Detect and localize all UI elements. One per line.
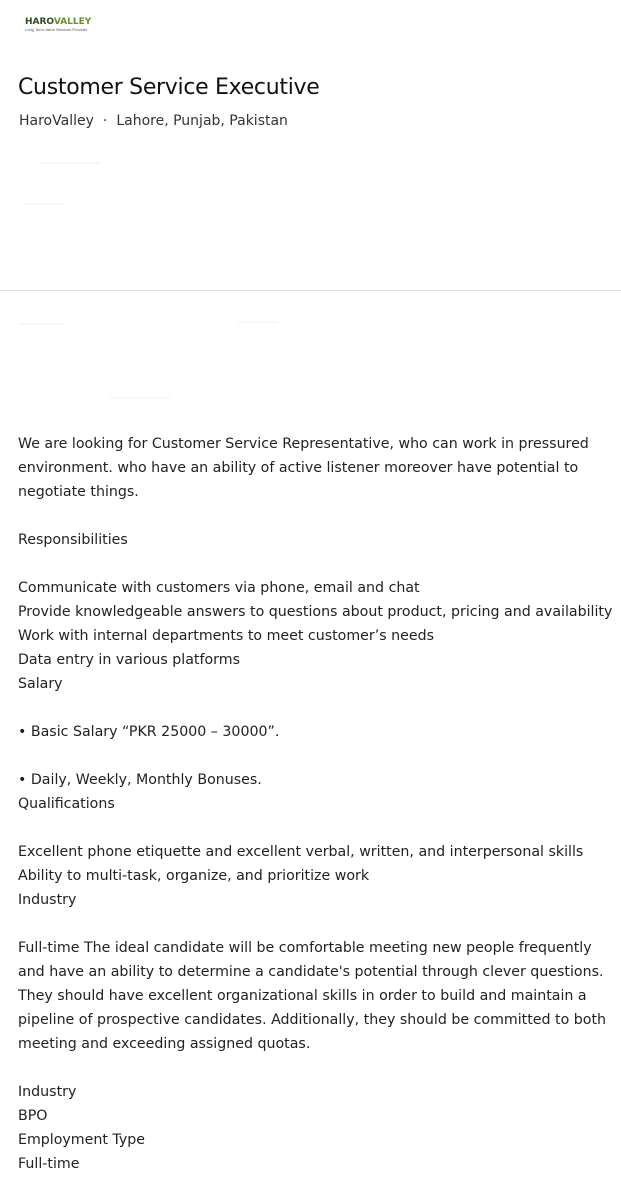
salary-bonus: • Daily, Weekly, Monthly Bonuses. <box>18 772 262 788</box>
employment-type-label: Employment Type <box>18 1132 146 1148</box>
company-name: HaroValley <box>19 113 94 129</box>
responsibilities-heading: Responsibilities <box>18 532 128 548</box>
industry-value: BPO <box>18 1108 48 1124</box>
ideal-candidate-paragraph: Full-time The ideal candidate will be comfortable meeting new people frequently and have an ability to determine a candidate's potential through clever questions. They should have excellent organizational skills in order to build and maintain a pipeline of prospective candidates. Additionally, they should be committed to both meeting and exceeding assigned quotas. <box>18 940 607 1052</box>
skeleton-line <box>238 321 278 323</box>
salary-heading: Salary <box>18 676 63 692</box>
logo-name-part2: VALLEY <box>53 17 92 27</box>
salary-basic: • Basic Salary “PKR 25000 – 30000”. <box>18 724 280 740</box>
responsibility-item: Communicate with customers via phone, email and chat <box>18 580 420 596</box>
responsibility-item: Work with internal departments to meet customer’s needs <box>18 628 434 644</box>
section-divider <box>0 290 621 291</box>
logo-name-part1: HARO <box>25 17 54 27</box>
company-logo <box>25 17 95 33</box>
job-location: Lahore, Punjab, Pakistan <box>116 113 288 129</box>
skeleton-line <box>20 323 65 325</box>
industry-label: Industry <box>18 1084 77 1100</box>
qualifications-heading: Qualifications <box>18 796 115 812</box>
qualification-item: Excellent phone etiquette and excellent verbal, written, and interpersonal skills <box>18 844 584 860</box>
skeleton-line <box>40 162 100 164</box>
job-meta <box>19 111 288 131</box>
employment-type-value: Full-time <box>18 1156 80 1172</box>
qualification-item: Ability to multi-task, organize, and prioritize work <box>18 868 370 884</box>
company-logo-wordmark <box>25 17 95 27</box>
responsibility-item: Data entry in various platforms <box>18 652 240 668</box>
description-intro: We are looking for Customer Service Representative, who can work in pressured environment. who have an ability of active listener moreover have potential to negotiate things. <box>18 436 589 500</box>
job-title: Customer Service Executive <box>18 75 320 100</box>
skeleton-line <box>110 397 170 399</box>
meta-separator: · <box>102 113 108 129</box>
responsibility-item: Provide knowledgeable answers to questions about product, pricing and availability <box>18 604 613 620</box>
industry-heading: Industry <box>18 892 77 908</box>
company-logo-tagline: Long Term Value Services Provider <box>25 27 88 32</box>
skeleton-line <box>24 203 64 205</box>
job-description <box>18 432 616 1176</box>
